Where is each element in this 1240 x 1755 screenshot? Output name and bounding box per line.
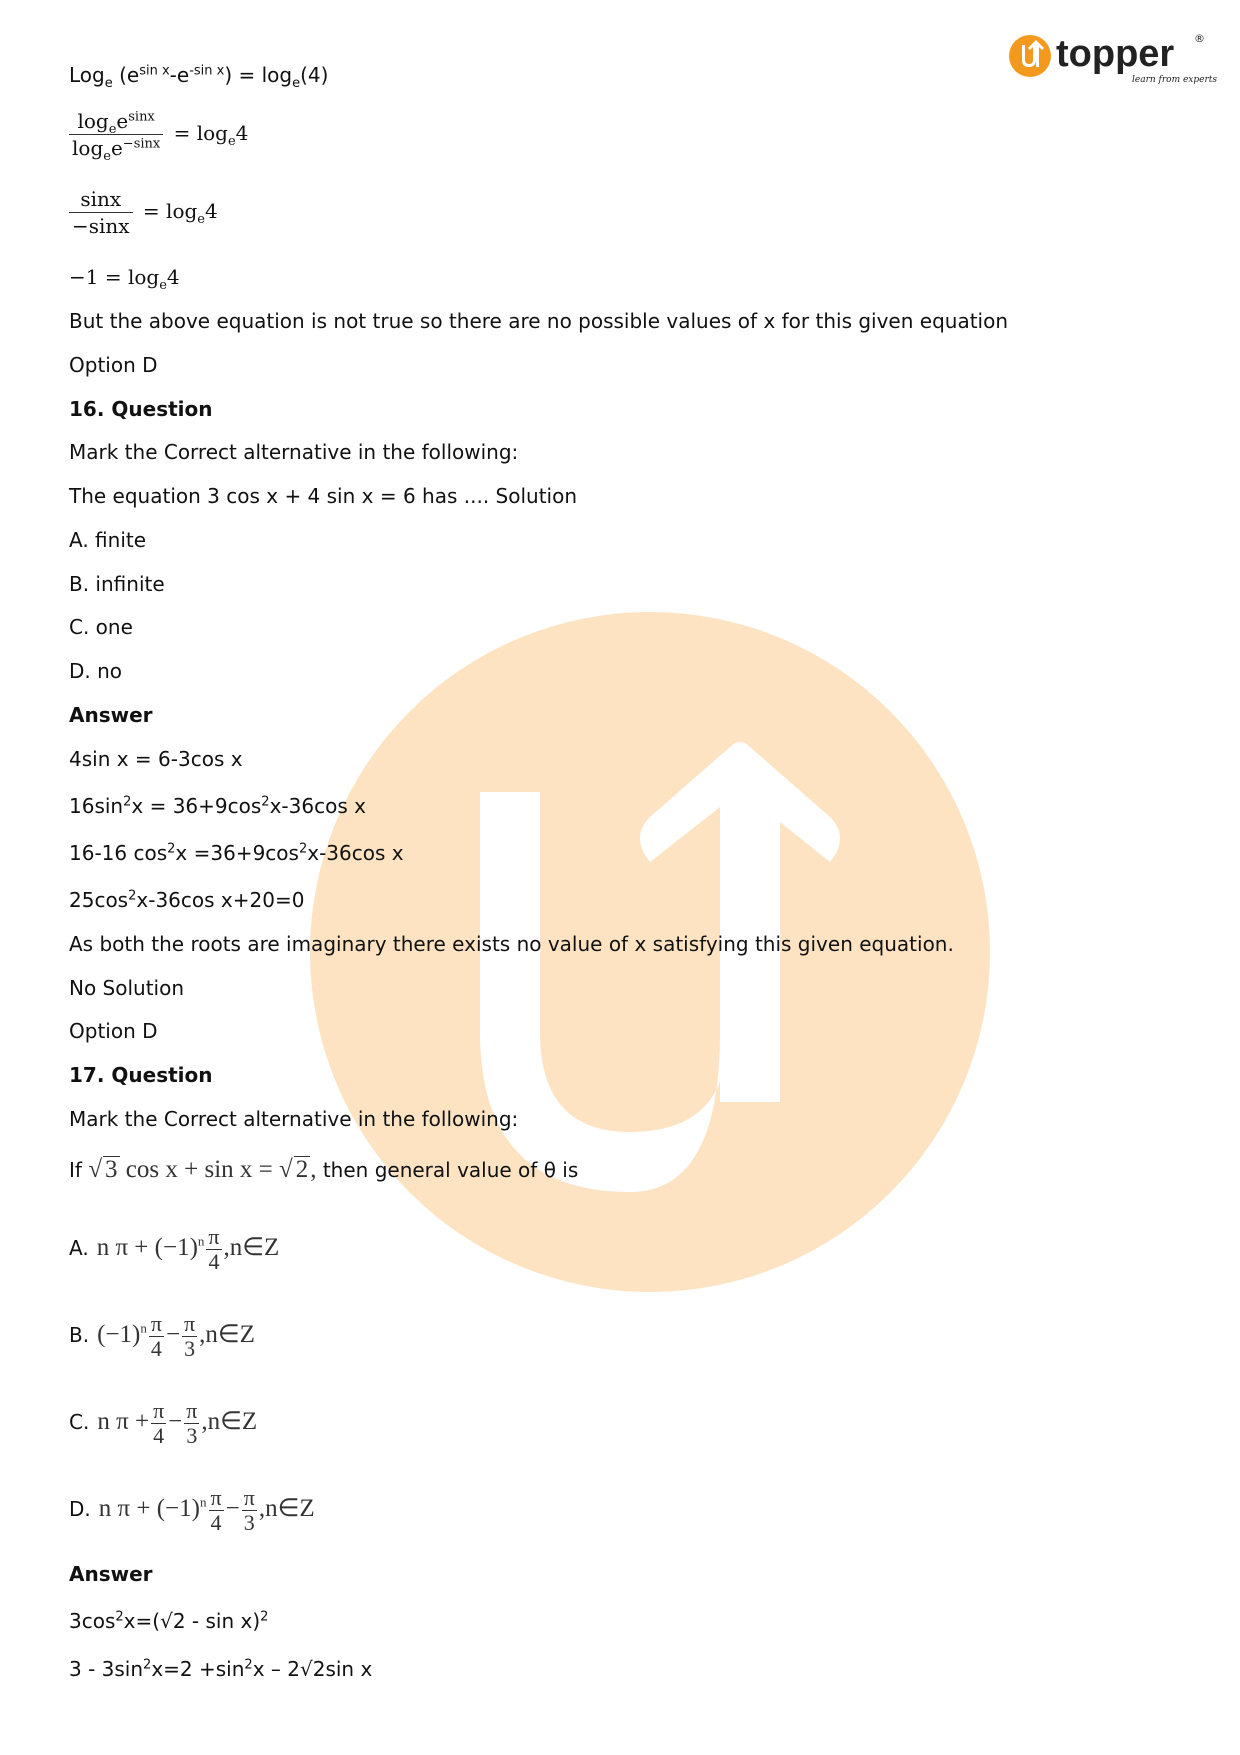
text-log: Log — [69, 63, 105, 87]
text-conclusion: But the above equation is not true so there are no possible values of x for this given equation — [69, 309, 1009, 333]
answer17-line-1: $3\cos^2x=(√2 - \sin x)^2$ — [69, 1609, 269, 1633]
heading-q16: 16. Question — [69, 397, 213, 421]
heading-answer-17: Answer — [69, 1562, 153, 1586]
text-q17-statement: If √ 3 cos x + sin x = √ 2, then general value of θ is — [69, 1156, 579, 1183]
sup-sinx: sin x — [139, 63, 170, 79]
logo-registered: ® — [1194, 32, 1205, 45]
numerator: $\log_ee^{sinx}$ — [77, 109, 155, 137]
q17-option-c: C. n π + $\frac{\pi}{4}$ − $\frac{\pi}{3}$ ,n∈Z — [69, 1398, 258, 1448]
denominator: −sinx — [69, 212, 133, 239]
math-expression: √ 3 cos x + sin x = √ 2, — [88, 1156, 317, 1183]
eq-fraction-log: $\frac{\log_ee^{sinx}}{\log_ee^{-sinx}}$ = $\log_e4$ — [69, 108, 248, 161]
denominator: $\log_ee^{-sinx}$ — [69, 134, 163, 161]
rhs: = log — [167, 121, 228, 145]
text-q16-statement: The equation 3 cos x + 4 sin x = 6 has .... Solution — [69, 484, 578, 508]
sub-e: e — [104, 76, 113, 91]
text-mid: -e — [169, 63, 190, 87]
sub-e2: e — [292, 76, 301, 91]
answer-no-solution: No Solution — [69, 976, 185, 1000]
option-a: A. finite — [69, 528, 147, 552]
q17-option-a: A. n $\pi + (-1)^n$ $\frac{\pi}{4}$ ,n∈Z — [69, 1224, 280, 1274]
eq-minus-one: $-1 = \log_e4$ — [69, 265, 180, 293]
text-q17-mark: Mark the Correct alternative in the following: — [69, 1107, 519, 1131]
answer-line-4: $25\cos^2x-36\cos$ x+20=0 — [69, 888, 305, 912]
heading-q17: 17. Question — [69, 1063, 213, 1087]
fraction — [69, 186, 133, 239]
answer-line-2: $16\sin^2x = 36+9\cos^2x-36\cos$ x — [69, 794, 366, 818]
numerator: sinx — [80, 187, 122, 211]
text-open: (e — [112, 63, 140, 87]
sup-negsinx: -sin x — [189, 63, 225, 79]
answer-option-d: Option D — [69, 1019, 158, 1043]
text-q16-mark: Mark the Correct alternative in the following: — [69, 440, 519, 464]
eq-log-line — [69, 62, 329, 91]
heading-answer-16: Answer — [69, 703, 153, 727]
q17-option-d: D. n $\pi + (-1)^n$ $\frac{\pi}{4}$ − $\frac{\pi}{3}$ ,n∈Z — [69, 1485, 315, 1535]
answer17-line-2: $3 - 3\sin^2x=2 +\sin^2x - 2√2\sin$ x — [69, 1657, 373, 1681]
option-c: C. one — [69, 615, 133, 639]
logo-wordmark: topper — [1056, 33, 1175, 75]
option-b: B. infinite — [69, 572, 165, 596]
answer-line-1: 4sin x = 6-3cos x — [69, 747, 243, 771]
logo-tagline: learn from experts — [1132, 75, 1218, 85]
answer-line-5: As both the roots are imaginary there exists no value of x satisfying this given equation. — [69, 932, 954, 956]
text-close: ) = log — [224, 63, 293, 87]
q17-option-b: B. $(-1)^n$ $\frac{\pi}{4}$ − $\frac{\pi}{3}$ ,n∈Z — [69, 1311, 255, 1361]
text-tail: (4) — [300, 63, 329, 87]
option-d: D. no — [69, 659, 123, 683]
answer-line-3: 16-16 $\cos^2x =36+9\cos^2x-36\cos$ x — [69, 841, 404, 865]
rhs: = log — [136, 199, 198, 223]
text-option-d: Option D — [69, 353, 158, 377]
eq-fraction-sin: $\frac{\sin x}{-\sin x}$ = $\log_e4$ — [69, 186, 218, 239]
